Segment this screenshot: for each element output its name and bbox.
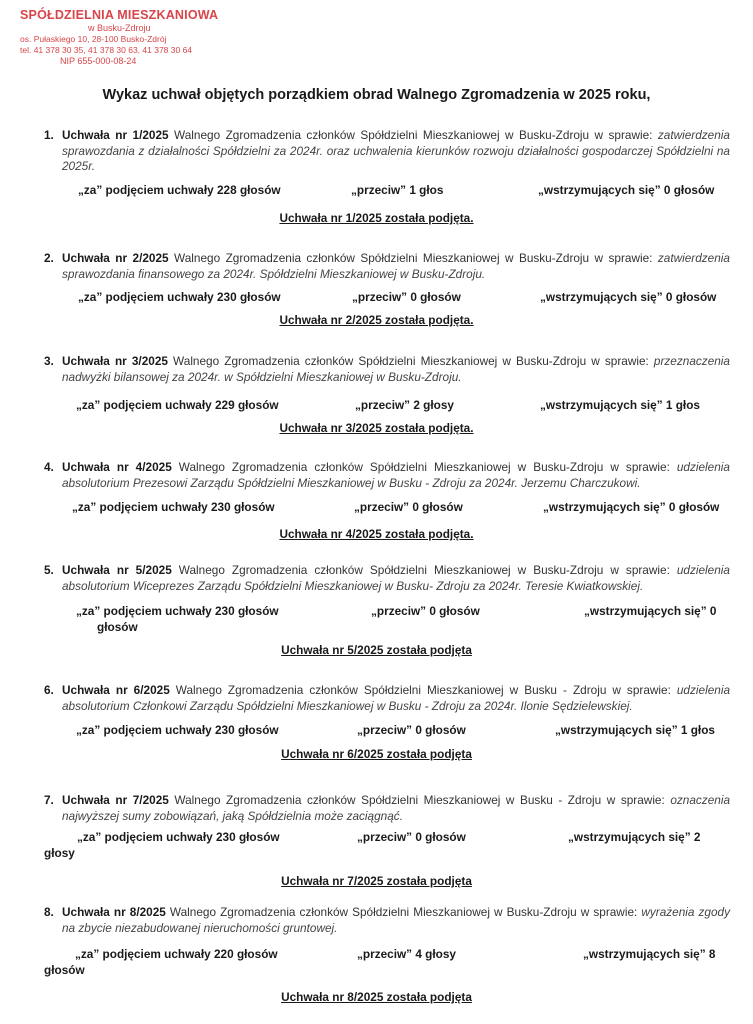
stamp-phones: tel. 41 378 30 35, 41 378 30 63, 41 378 30 64	[20, 45, 193, 55]
resolution-intro: Walnego Zgromadzenia członków Spółdzielni Mieszkaniowej w Busku - Zdroju w sprawie:	[169, 683, 677, 697]
resolution-text	[62, 563, 730, 594]
resolution-number: 4.	[44, 460, 54, 474]
resolution-name: Uchwała nr 5/2025	[62, 563, 172, 577]
votes-for: „za” podjęciem uchwały 230 głosów	[72, 500, 275, 514]
votes-for: „za” podjęciem uchwały 229 głosów	[76, 398, 279, 412]
votes-against: „przeciw” 1 głos	[351, 183, 444, 197]
votes-abstain: „wstrzymujących się” 1 głos	[555, 723, 715, 737]
votes-abstain-continuation: głosy	[44, 846, 75, 860]
votes-abstain: „wstrzymujących się” 2	[568, 830, 701, 844]
resolution-subject: udzielenia absolutorium Członkowi Zarządu Spółdzielni Mieszkaniowej w Busku - Zdroju za 2024r. Ilonie Sędzielewskiej.	[62, 683, 731, 713]
resolution-subject: przeznaczenia nadwyżki bilansowej za 2024r. w Spółdzielni Mieszkaniowej w Busku-Zdroju.	[62, 354, 730, 384]
resolution-number: 6.	[44, 683, 54, 697]
resolution-name: Uchwała nr 2/2025	[62, 251, 169, 265]
votes-for: „za” podjęciem uchwały 228 głosów	[78, 183, 281, 197]
resolution-intro: Walnego Zgromadzenia członków Spółdzielni Mieszkaniowej w Busku-Zdroju w sprawie:	[171, 460, 677, 474]
votes-abstain: „wstrzymujących się” 0 głosów	[538, 183, 715, 197]
votes-against: „przeciw” 0 głosów	[371, 604, 480, 618]
stamp-address: os. Pułaskiego 10, 28-100 Busko-Zdrój	[20, 34, 167, 44]
votes-against: „przeciw” 2 głosy	[355, 398, 454, 412]
resolution-intro: Walnego Zgromadzenia członków Spółdzielni Mieszkaniowej w Busku - Zdroju w sprawie:	[168, 793, 671, 807]
resolution-result: Uchwała nr 8/2025 została podjęta	[281, 990, 472, 1004]
votes-against: „przeciw” 0 głosów	[354, 500, 463, 514]
resolution-result: Uchwała nr 4/2025 została podjęta.	[279, 527, 474, 541]
resolution-text	[62, 251, 730, 282]
stamp-org-name: SPÓŁDZIELNIA MIESZKANIOWA	[20, 8, 219, 22]
votes-abstain: „wstrzymujących się” 1 głos	[540, 398, 700, 412]
votes-for: „za” podjęciem uchwały 230 głosów	[78, 290, 281, 304]
votes-for: „za” podjęciem uchwały 230 głosów	[76, 723, 279, 737]
resolution-number: 7.	[44, 793, 54, 807]
votes-abstain: „wstrzymujących się” 0 głosów	[540, 290, 717, 304]
resolution-result: Uchwała nr 7/2025 została podjęta	[281, 874, 472, 888]
stamp-city: w Busku-Zdroju	[88, 23, 151, 33]
resolution-intro: Walnego Zgromadzenia członków Spółdzielni Mieszkaniowej w Busku-Zdroju w sprawie:	[165, 905, 642, 919]
resolution-name: Uchwała nr 6/2025	[62, 683, 170, 697]
votes-for: „za” podjęciem uchwały 230 głosów	[77, 830, 280, 844]
votes-abstain-continuation: głosów	[44, 963, 85, 977]
votes-for: „za” podjęciem uchwały 230 głosów	[76, 604, 279, 618]
resolution-result: Uchwała nr 5/2025 została podjęta	[281, 643, 472, 657]
resolution-subject: zatwierdzenia sprawozdania z działalności Spółdzielni za 2024r. oraz uchwalenia kierunków rozwoju działalności gospodarczej Spółdzielni na 2025r.	[62, 128, 730, 173]
resolution-name: Uchwała nr 3/2025	[62, 354, 168, 368]
votes-abstain: „wstrzymujących się” 0 głosów	[543, 500, 720, 514]
resolution-result: Uchwała nr 1/2025 została podjęta.	[279, 211, 474, 225]
resolution-text	[62, 460, 730, 491]
resolution-text	[62, 905, 730, 936]
resolution-name: Uchwała nr 8/2025	[62, 905, 166, 919]
resolution-subject: udzielenia absolutorium Wiceprezes Zarządu Spółdzielni Mieszkaniowej w Busku- Zdroju za 2024r. Teresie Kwiatkowskiej.	[62, 563, 730, 593]
resolution-text	[62, 354, 730, 385]
votes-for: „za” podjęciem uchwały 220 głosów	[75, 947, 278, 961]
resolution-name: Uchwała nr 7/2025	[62, 793, 169, 807]
votes-abstain: „wstrzymujących się” 0	[584, 604, 717, 618]
votes-against: „przeciw” 4 głosy	[357, 947, 456, 961]
resolution-number: 1.	[44, 128, 54, 142]
resolution-text	[62, 793, 730, 824]
resolution-result: Uchwała nr 2/2025 została podjęta.	[279, 313, 474, 327]
resolution-intro: Walnego Zgromadzenia członków Spółdzielni Mieszkaniowej w Busku-Zdroju w sprawie:	[167, 354, 654, 368]
stamp-nip: NIP 655-000-08-24	[60, 56, 137, 66]
resolution-number: 8.	[44, 905, 54, 919]
organization-stamp	[20, 8, 220, 67]
resolution-number: 2.	[44, 251, 54, 265]
resolution-number: 5.	[44, 563, 54, 577]
resolution-intro: Walnego Zgromadzenia członków Spółdzielni Mieszkaniowej w Busku-Zdroju w sprawie:	[168, 251, 658, 265]
resolution-name: Uchwała nr 1/2025	[62, 128, 169, 142]
resolution-intro: Walnego Zgromadzenia członków Spółdzielni Mieszkaniowej w Busku-Zdroju w sprawie:	[171, 563, 677, 577]
resolution-text	[62, 128, 730, 175]
votes-for-continuation: głosów	[97, 620, 138, 634]
resolution-subject: udzielenia absolutorium Prezesowi Zarządu Spółdzielni Mieszkaniowej w Busku - Zdroju za 2024r. Jerzemu Charczukowi.	[62, 460, 730, 490]
votes-against: „przeciw” 0 głosów	[352, 290, 461, 304]
resolution-number: 3.	[44, 354, 54, 368]
resolution-subject: wyrażenia zgody na zbycie niezabudowanej nieruchomości gruntowej.	[62, 905, 730, 935]
votes-against: „przeciw” 0 głosów	[357, 723, 466, 737]
resolution-subject: zatwierdzenia sprawozdania finansowego za 2024r. Spółdzielni Mieszkaniowej w Busku-Zdroju.	[62, 251, 730, 281]
votes-abstain: „wstrzymujących się” 8	[583, 947, 716, 961]
resolution-result: Uchwała nr 6/2025 została podjęta	[281, 747, 472, 761]
resolution-name: Uchwała nr 4/2025	[62, 460, 172, 474]
resolution-subject: oznaczenia najwyższej sumy zobowiązań, jaką Spółdzielnia może zaciągnąć.	[62, 793, 731, 823]
page-title: Wykaz uchwał objętych porządkiem obrad Walnego Zgromadzenia w 2025 roku,	[102, 87, 651, 103]
votes-against: „przeciw” 0 głosów	[357, 830, 466, 844]
resolution-text	[62, 683, 730, 714]
resolution-result: Uchwała nr 3/2025 została podjęta.	[279, 421, 474, 435]
resolution-intro: Walnego Zgromadzenia członków Spółdzielni Mieszkaniowej w Busku-Zdroju w sprawie:	[168, 128, 658, 142]
